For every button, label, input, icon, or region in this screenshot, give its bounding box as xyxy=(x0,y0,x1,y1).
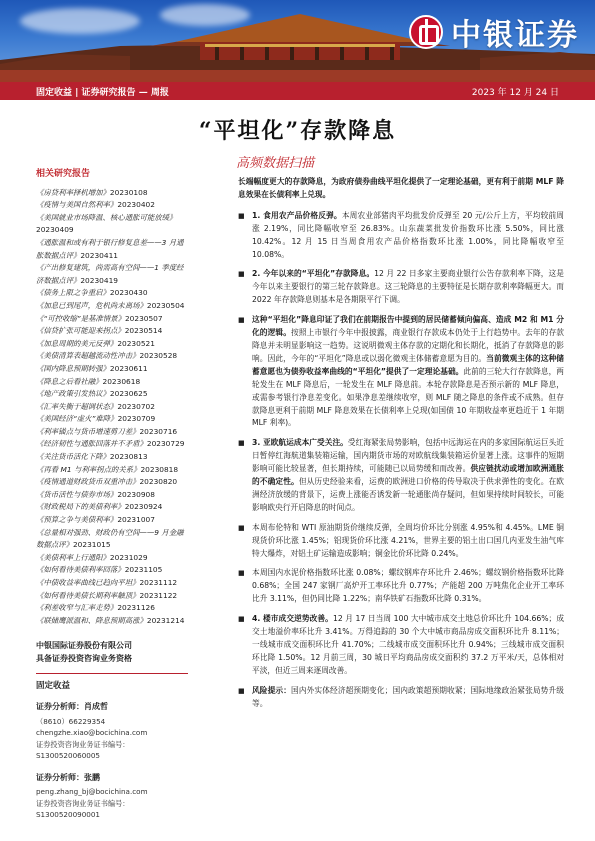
related-report-item[interactable] xyxy=(36,564,188,577)
related-report-date: 20230528 xyxy=(139,351,178,361)
related-report-date: 20230625 xyxy=(109,389,148,399)
analyst-email[interactable]: peng.zhang_bj@bocichina.com xyxy=(36,787,148,797)
analyst-license: 证券投资咨询业务证书编号：S1300520060005 xyxy=(36,739,130,761)
analyst-email[interactable]: chengzhe.xiao@bocichina.com xyxy=(36,728,148,738)
related-report-item[interactable] xyxy=(36,577,188,590)
related-report-title: 《预算之争与美债利率》 xyxy=(36,515,118,525)
related-report-date: 20230611 xyxy=(109,363,148,373)
related-report-item[interactable] xyxy=(36,262,188,287)
risk-warning xyxy=(238,685,564,711)
related-report-date: 20230924 xyxy=(124,502,163,512)
related-report-title: 《财政税局下的美债利率》 xyxy=(36,502,125,512)
related-report-item[interactable] xyxy=(36,350,188,363)
analysis-emphasis: 当前微观主体的这种储蓄意愿也为债券收益率曲线的“平坦化”提供了一定理论基础。 xyxy=(252,353,564,376)
related-report-date: 20230430 xyxy=(109,288,148,298)
organization-info xyxy=(36,639,188,665)
related-report-date: 20231007 xyxy=(117,515,155,525)
related-report-title: 《利差收窄与汇率走势》 xyxy=(36,603,118,613)
related-report-title: 《降息之后看社融》 xyxy=(36,376,103,386)
related-report-title: 《债务上限之争重启》 xyxy=(36,288,110,298)
related-report-item[interactable] xyxy=(36,451,188,464)
report-date: 2023 年 12 月 24 日 xyxy=(471,87,559,98)
related-report-item[interactable] xyxy=(36,552,188,565)
related-report-item[interactable] xyxy=(36,363,188,376)
related-report-title: 《“可控收缩”是基准情景》 xyxy=(36,313,125,323)
related-reports-heading: 相关研究报告 xyxy=(36,169,91,179)
brand-name: 中银证券 xyxy=(451,18,579,53)
analysis-body: 按照上市银行今年中报披露，商业银行存款成本仍处于上行趋势中。去年的存款降息并未明显影响这一趋势。这说明微观主体存款的定期化和长期化，抵消了存款降息的影响。因此，今年的“平坦化”降息或以弱化微观主体储蓄意愿为目的。 xyxy=(252,328,564,363)
related-report-title: 《美债利率上行通阳》 xyxy=(36,552,110,562)
report-type: 固定收益 | 证券研究报告 — 周报 xyxy=(36,87,169,98)
brand-logo-group xyxy=(409,10,579,54)
related-report-date: 20231029 xyxy=(109,552,148,562)
point-tail: 但从历史经验来看，运费的欧洲进口价格的传导取决于供求弹性的变化。在欧洲经济放缓的背景下，运费上涨能否诱发新一轮通胀尚存疑问，但如果持续时间较长，可能影响欧央行开启降息的时间点。 xyxy=(252,477,564,512)
related-report-item[interactable] xyxy=(36,212,188,237)
related-report-date: 20230813 xyxy=(109,452,148,462)
related-report-date: 20231105 xyxy=(124,565,163,575)
related-report-title: 《通胀温和或有利于银行修复息差——3 月通胀数据点评》 xyxy=(36,237,184,260)
related-report-item[interactable] xyxy=(36,602,188,615)
related-report-date: 20230729 xyxy=(146,439,185,449)
related-report-title: 《联储鹰派温和、降息预期高涨》 xyxy=(36,615,147,625)
related-report-title: 《产出修复建筑，尚需高有空间——1 季度经济数据点评》 xyxy=(36,263,184,285)
point-body: 12 月 22 日多家主要商业银行公告存款利率下降，这是今年以来主要银行的第三轮存款降息。这三轮降息的主要特征是长期存款利率降幅更大。而 2022 年存款降息则基本是各期限平行下调。 xyxy=(252,269,564,305)
section-label: 固定收益 xyxy=(36,681,71,692)
related-report-item[interactable] xyxy=(36,199,188,212)
related-report-item[interactable] xyxy=(36,401,188,414)
point-3 xyxy=(238,437,564,514)
point-heading: 2. 今年以来的“平坦化”存款降息。 xyxy=(252,269,375,279)
point-4 xyxy=(238,613,564,678)
related-report-title: 《美国经济“虚火”难降》 xyxy=(36,414,118,424)
divider xyxy=(36,673,188,674)
related-report-item[interactable] xyxy=(36,590,188,603)
boc-logo-icon xyxy=(409,15,443,49)
analysis-tail: 此前的三轮大行存款降息，两轮发生在 MLF 降息后，一轮发生在 MLF 降息前。本轮存款降息是否预示新的 MLF 降息，或需参考银行净息差变化。如果净息差继续收窄，则 MLF 随之降息的条件或不成熟。但存款降息更利于前期 MLF 降息效果在长债利率上兑现(如国债 10 年期收益率更趋近于 1 年期 MLF 利率)。 xyxy=(252,366,564,428)
related-report-title: 《疫情通道财政货币双重冲击》 xyxy=(36,477,140,487)
point-heading: 4. 楼市成交逆势改善。 xyxy=(252,614,333,624)
related-report-date: 20230820 xyxy=(139,477,178,487)
paragraph-text: 本周布伦特和 WTI 原油期货价继续反弹，全周均价环比分别涨 4.95%和 4.45%。LME 铜现货价环比涨 1.45%；铝现货价环比涨 4.21%，世界主要的铝土出口国几内亚发生油气库特大爆炸，对铝土矿运输造成影响；铜金比价环比降 0.24%。 xyxy=(252,522,564,558)
related-report-title: 《货币活性与债券市场》 xyxy=(36,489,118,499)
point-heading: 1. 食用农产品价格反弹。 xyxy=(252,210,342,220)
point-heading: 3. 亚欧航运成本广受关注。 xyxy=(252,438,348,448)
report-subtitle: 高频数据扫描 xyxy=(236,156,315,171)
related-report-item[interactable] xyxy=(36,325,188,338)
org-qualification: 具备证券投资咨询业务资格 xyxy=(36,654,132,664)
related-report-title: 《经济韧性与通胀回落并不矛盾》 xyxy=(36,439,147,449)
related-report-title: 《美债清算表超越流动性冲击》 xyxy=(36,351,140,361)
related-report-date: 20230908 xyxy=(117,489,155,499)
related-report-title: 《美国就业市场降温、核心通胀可能放缓》 xyxy=(36,212,177,222)
related-report-date: 20230504 xyxy=(146,300,185,310)
related-report-item[interactable] xyxy=(36,287,188,300)
related-report-title: 《疫情与美国自然利率》 xyxy=(36,200,118,210)
related-report-title: 《地产政策引发热议》 xyxy=(36,389,110,399)
analyst-license: 证券投资咨询业务证书编号：S1300520090001 xyxy=(36,798,130,820)
point-body: 12 月 17 日当周 100 大中城市成交土地总价环比升 104.66%；成交土地溢价率环比升 3.41%。万得追踪的 30 个大中城市商品房成交面积环比升 8.11%；一线城市成交面积环比升 41.70%；二线城市成交面积环比升 0.94%；三线城市成交面积环比降 1.50%。12 月前三周，30 城日平均商品房成交面积约 37.2 万平米/天，总体相对平淡，但近三周来逐周改善。 xyxy=(252,614,565,675)
related-report-item[interactable] xyxy=(36,615,188,628)
related-report-title: 《再看 M1 与利率拐点的关系》 xyxy=(36,464,141,474)
related-report-date: 20231122 xyxy=(139,590,178,600)
related-report-date: 20230618 xyxy=(102,376,141,386)
related-report-title: 《如何看待美债长期利率触顶》 xyxy=(36,590,140,600)
related-report-item[interactable] xyxy=(36,438,188,451)
related-report-item[interactable] xyxy=(36,527,188,552)
related-report-date: 20230702 xyxy=(117,401,155,411)
point-2 xyxy=(238,268,564,307)
lead-summary: 长端幅度更大的存款降息，为政府债券曲线平坦化提供了一定理论基础，更有利于前期 MLF 降息效果在长债利率上兑现。 xyxy=(238,177,564,199)
related-report-date: 20230411 xyxy=(80,250,118,260)
related-report-item[interactable] xyxy=(36,376,188,389)
related-report-date: 20230514 xyxy=(124,326,163,336)
related-report-title: 《信贷扩张可能迎来拐点》 xyxy=(36,326,125,336)
related-report-date: 20230709 xyxy=(117,414,156,424)
analyst-name: 证券分析师：肖成哲 xyxy=(36,701,108,711)
related-report-date: 20230507 xyxy=(124,313,163,323)
commodity-paragraph xyxy=(238,522,564,561)
report-title: “平坦化”存款降息 xyxy=(198,118,397,144)
related-report-date: 20230409 xyxy=(36,225,74,235)
paragraph-text: 本周国内水泥价格指数环比涨 0.08%；螺纹钢库存环比升 2.46%；螺纹钢价格指数环比降 0.68%；全国 247 家钢厂高炉开工率环比升 0.77%；产能超 200 万吨焦化企业开工率环比升 3.11%，但仍同比降 1.22%；南华铁矿石指数环比降 0.31%。 xyxy=(252,568,564,604)
related-report-item[interactable] xyxy=(36,413,188,426)
org-name: 中银国际证券股份有限公司 xyxy=(36,641,132,651)
point-body: 本周农业部猪肉平均批发价反弹至 20 元/公斤上方，平均较前周涨 2.19%，同比降幅收窄至 26.83%。山东蔬菜批发价指数环比涨 5.50%，同比涨 10.42%。12 月 15 日当周食用农产品价格指数环比涨 1.00%，同比降幅收窄至 10.08%。 xyxy=(252,210,564,259)
analysis-paragraph xyxy=(238,314,564,430)
related-report-title: 《加息已到尾声，危机尚未离场》 xyxy=(36,300,147,310)
analyst-card xyxy=(36,772,188,821)
analyst-phone: （8610）66229354 xyxy=(36,716,106,726)
related-report-date: 20230521 xyxy=(117,338,155,348)
main-content xyxy=(238,176,564,718)
report-type-bar xyxy=(0,82,595,100)
related-report-item[interactable] xyxy=(36,338,188,351)
related-reports-list xyxy=(36,187,188,628)
point-1 xyxy=(238,210,564,262)
point-body: 受红海紧张局势影响，包括中远海运在内的多家国际航运巨头近日暂停红海航道集装箱运输，国内期货市场的对欧航线集装箱运价显著上涨。这事件的短期影响可能比较显著，但长期持续，可能随已以局势缓和而改善。 xyxy=(252,438,564,474)
risk-heading: 风险提示： xyxy=(252,685,292,695)
related-report-item[interactable] xyxy=(36,300,188,313)
related-report-title: 《总量相对强劲、财政仍有空间——9 月金融数据点评》 xyxy=(36,527,184,550)
related-report-item[interactable] xyxy=(36,237,188,262)
related-report-item[interactable] xyxy=(36,313,188,326)
related-report-date: 20231015 xyxy=(72,540,111,550)
related-report-title: 《如何看待美债利率回落》 xyxy=(36,565,125,575)
related-report-date: 20231126 xyxy=(117,603,155,613)
related-report-date: 20231214 xyxy=(146,615,185,625)
related-report-item[interactable] xyxy=(36,187,188,200)
related-report-title: 《利率锚点与货币增速剪刀差》 xyxy=(36,426,140,436)
related-report-item[interactable] xyxy=(36,489,188,502)
related-report-date: 20230402 xyxy=(117,200,155,210)
related-report-title: 《汇率失衡于超调状态》 xyxy=(36,401,118,411)
related-report-title: 《加息周期的美元反弹》 xyxy=(36,338,118,348)
related-report-item[interactable] xyxy=(36,501,188,514)
risk-body: 国内外实体经济超预期变化；国内政策超预期收紧；国际地缘政治紧张局势升级等。 xyxy=(252,685,564,708)
related-report-item[interactable] xyxy=(36,476,188,489)
related-report-item[interactable] xyxy=(36,514,188,527)
related-report-title: 《房贷利率择机增加》 xyxy=(36,187,110,197)
point-emphasis: 供应链扰动或增加欧洲通胀的不确定性。 xyxy=(252,464,564,487)
related-report-item[interactable] xyxy=(36,426,188,439)
related-report-date: 20230419 xyxy=(80,275,118,285)
related-report-date: 20230108 xyxy=(109,187,148,197)
related-report-date: 20230818 xyxy=(140,464,179,474)
header-banner xyxy=(0,0,595,82)
related-report-date: 20230716 xyxy=(139,426,178,436)
analyst-name: 证券分析师：张鹏 xyxy=(36,772,100,782)
steel-paragraph xyxy=(238,567,564,606)
related-report-date: 20231112 xyxy=(139,578,178,587)
analyst-card xyxy=(36,701,188,762)
analysis-heading: 这种“平坦化”降息印证了我们在前期报告中提到的居民储蓄倾向偏高、造成 M2 和 M1 分化的逻辑。 xyxy=(252,315,564,338)
related-report-item[interactable] xyxy=(36,464,188,477)
sidebar xyxy=(36,162,188,821)
related-report-title: 《国内降息预期转强》 xyxy=(36,363,110,373)
related-report-item[interactable] xyxy=(36,388,188,401)
related-report-title: 《关注货币活化下降》 xyxy=(36,452,110,462)
related-report-title: 《中债收益率曲线已趋向平坦》 xyxy=(36,578,140,587)
